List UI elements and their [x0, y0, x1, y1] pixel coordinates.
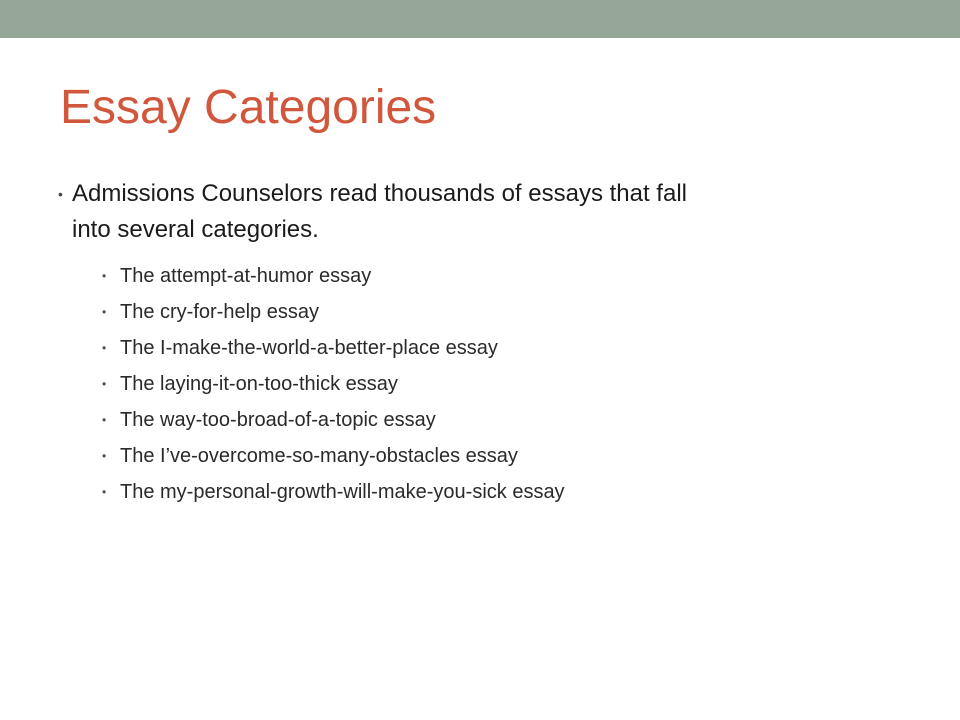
category-text: The cry-for-help essay — [120, 301, 319, 323]
category-item — [72, 474, 722, 510]
category-text: The attempt-at-humor essay — [120, 265, 372, 287]
main-bullet — [58, 176, 722, 510]
category-item — [72, 438, 722, 474]
category-item — [72, 294, 722, 330]
category-item — [72, 366, 722, 402]
category-item — [72, 258, 722, 294]
slide-body — [58, 176, 918, 510]
category-item — [72, 402, 722, 438]
top-accent-band — [0, 0, 960, 38]
bullet-icon: • — [102, 269, 107, 283]
bullet-icon: • — [102, 341, 107, 355]
main-bullet-text: Admissions Counselors read thousands of essays that fall into several categories. — [72, 180, 687, 243]
bullet-icon: • — [102, 485, 107, 499]
bullet-icon: • — [102, 413, 107, 427]
slide-title: Essay Categories — [60, 81, 437, 134]
bullet-icon: • — [58, 186, 63, 202]
category-text: The way-too-broad-of-a-topic essay — [120, 409, 436, 431]
category-text: The I’ve-overcome-so-many-obstacles essay — [120, 445, 518, 467]
category-text: The I-make-the-world-a-better-place essay — [120, 337, 498, 359]
category-list — [72, 258, 722, 510]
category-text: The my-personal-growth-will-make-you-sick essay — [120, 481, 565, 503]
category-text: The laying-it-on-too-thick essay — [120, 373, 398, 395]
bullet-icon: • — [102, 305, 107, 319]
bullet-icon: • — [102, 377, 107, 391]
category-item — [72, 330, 722, 366]
bullet-icon: • — [102, 449, 107, 463]
